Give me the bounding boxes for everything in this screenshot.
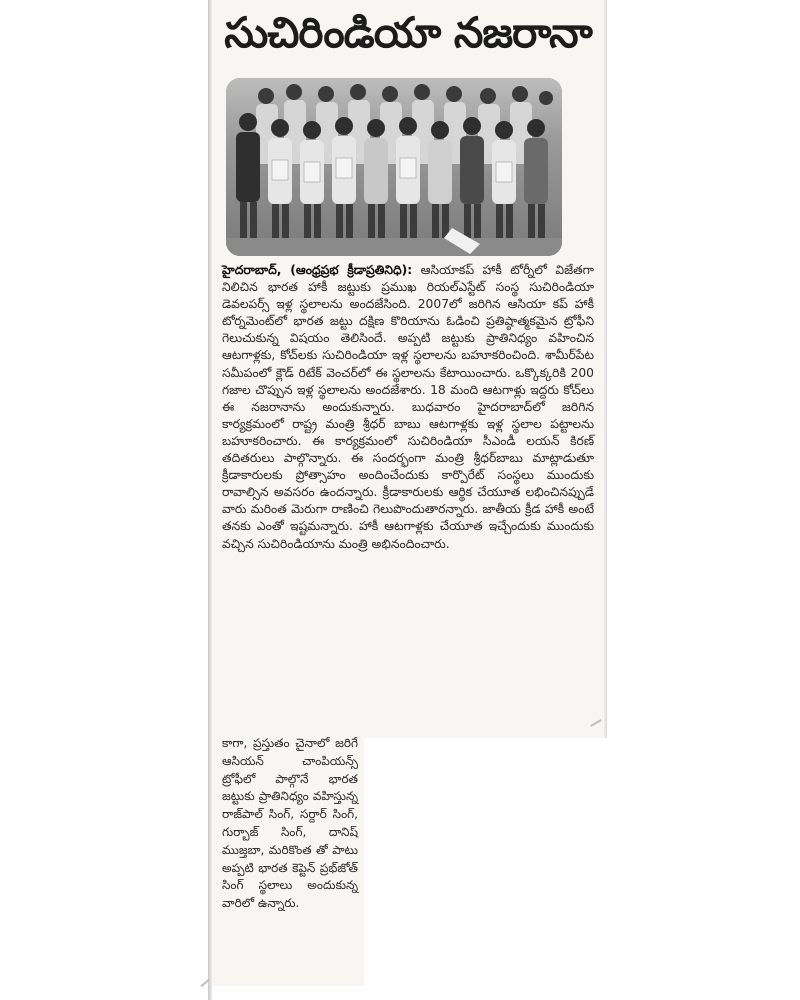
group-photo-icon <box>226 78 562 256</box>
article-body-main: ఆసియాకప్ హాకీ టోర్నీలో విజేతగా నిలిచిన భారత హాకీ జట్టుకు ప్రముఖ రియల్ఎస్టేట్ సంస్థ సుచిరిండియా డెవలపర్స్ ఇళ్ల స్థలాలను అందజేసింది. 2007లో జరిగిన ఆసియా కప్ హాకీ టోర్నమెంట్‌లో భారత జట్టు దక్షిణ కొరియాను ఓడించి ప్రతిష్ఠాత్మకమైన ట్రోఫీని గెలుచుకున్న విషయం తెలిసిందే. అప్పటి జట్టుకు ప్రాతినిధ్యం వహించిన ఆటగాళ్లకు, కోచ్‌లకు సుచిరిండియా ఇళ్ల స్థలాలను బహూకరించింది. శామీర్‌పేట సమీపంలో క్లౌడ్ రిటేక్ వెంచర్‌లో ఈ స్థలాలను కేటాయించారు. ఒక్కొక్కరికి 200 గజాల చొప్పున ఇళ్ల స్థలాలను అందజేశారు. 18 మంది ఆటగాళ్లు ఇద్దరు కోచ్‌లు ఈ నజరానాను అందుకున్నారు. బుధవారం హైదరాబాద్‌లో జరిగిన కార్యక్రమంలో రాష్ట్ర మంత్రి శ్రీధర్ బాబు ఆటగాళ్లకు ఇళ్ల స్థలాల పట్టాలను బహూకరించారు. ఈ కార్యక్రమంలో సుచిరిండియా సీఎండీ లయన్ కిరణ్ తదితరులు పాల్గొన్నారు. ఈ సందర్భంగా మంత్రి శ్రీధర్‌బాబు మాట్లాడుతూ క్రీడాకారులకు ప్రోత్సాహం అందించేందుకు కార్పొరేట్ సంస్థలు ముందుకు రావాల్సిన అవసరం ఉందన్నారు. క్రీడాకారులకు ఆర్థిక చేయూత లభించినప్పుడే వారు మరింత మెరుగా రాణించి గెలుపొందుతారన్నారు. జాతీయ క్రీడ హాకీ అంటే తనకు ఎంతో ఇష్టమన్నారు. హాకీ ఆటగాళ్లకు చేయూత ఇచ్చేందుకు ముందుకు వచ్చిన సుచిరిండియాను మంత్రి అభినందించారు. <box>222 263 594 551</box>
headline: సుచిరిండియా నజరానా <box>224 8 592 57</box>
group-photo <box>226 78 562 256</box>
article-body <box>222 262 594 553</box>
article-body-tail: కాగా, ప్రస్తుతం చైనాలో జరిగే ఆసియన్ చాంపియన్స్ ట్రోఫీలో పాల్గొనే భారత జట్టుకు ప్రాతినిధ్యం వహిస్తున్న రాజ్‌పాల్ సింగ్, సర్దార్ సింగ్, గుర్బాజ్ సింగ్, దానిష్ ముజ్తబా, మరికొంత తో పాటు అప్పటి భారత కెప్టెన్ ప్రభ్‌జోత్ సింగ్ స్థలాలు అందుకున్న వారిలో ఉన్నారు. <box>222 736 358 911</box>
article-dateline: హైదరాబాద్, (ఆంధ్రప్రభ క్రీడాప్రతినిధి): <box>222 263 413 277</box>
scan-edge-right <box>604 0 607 738</box>
